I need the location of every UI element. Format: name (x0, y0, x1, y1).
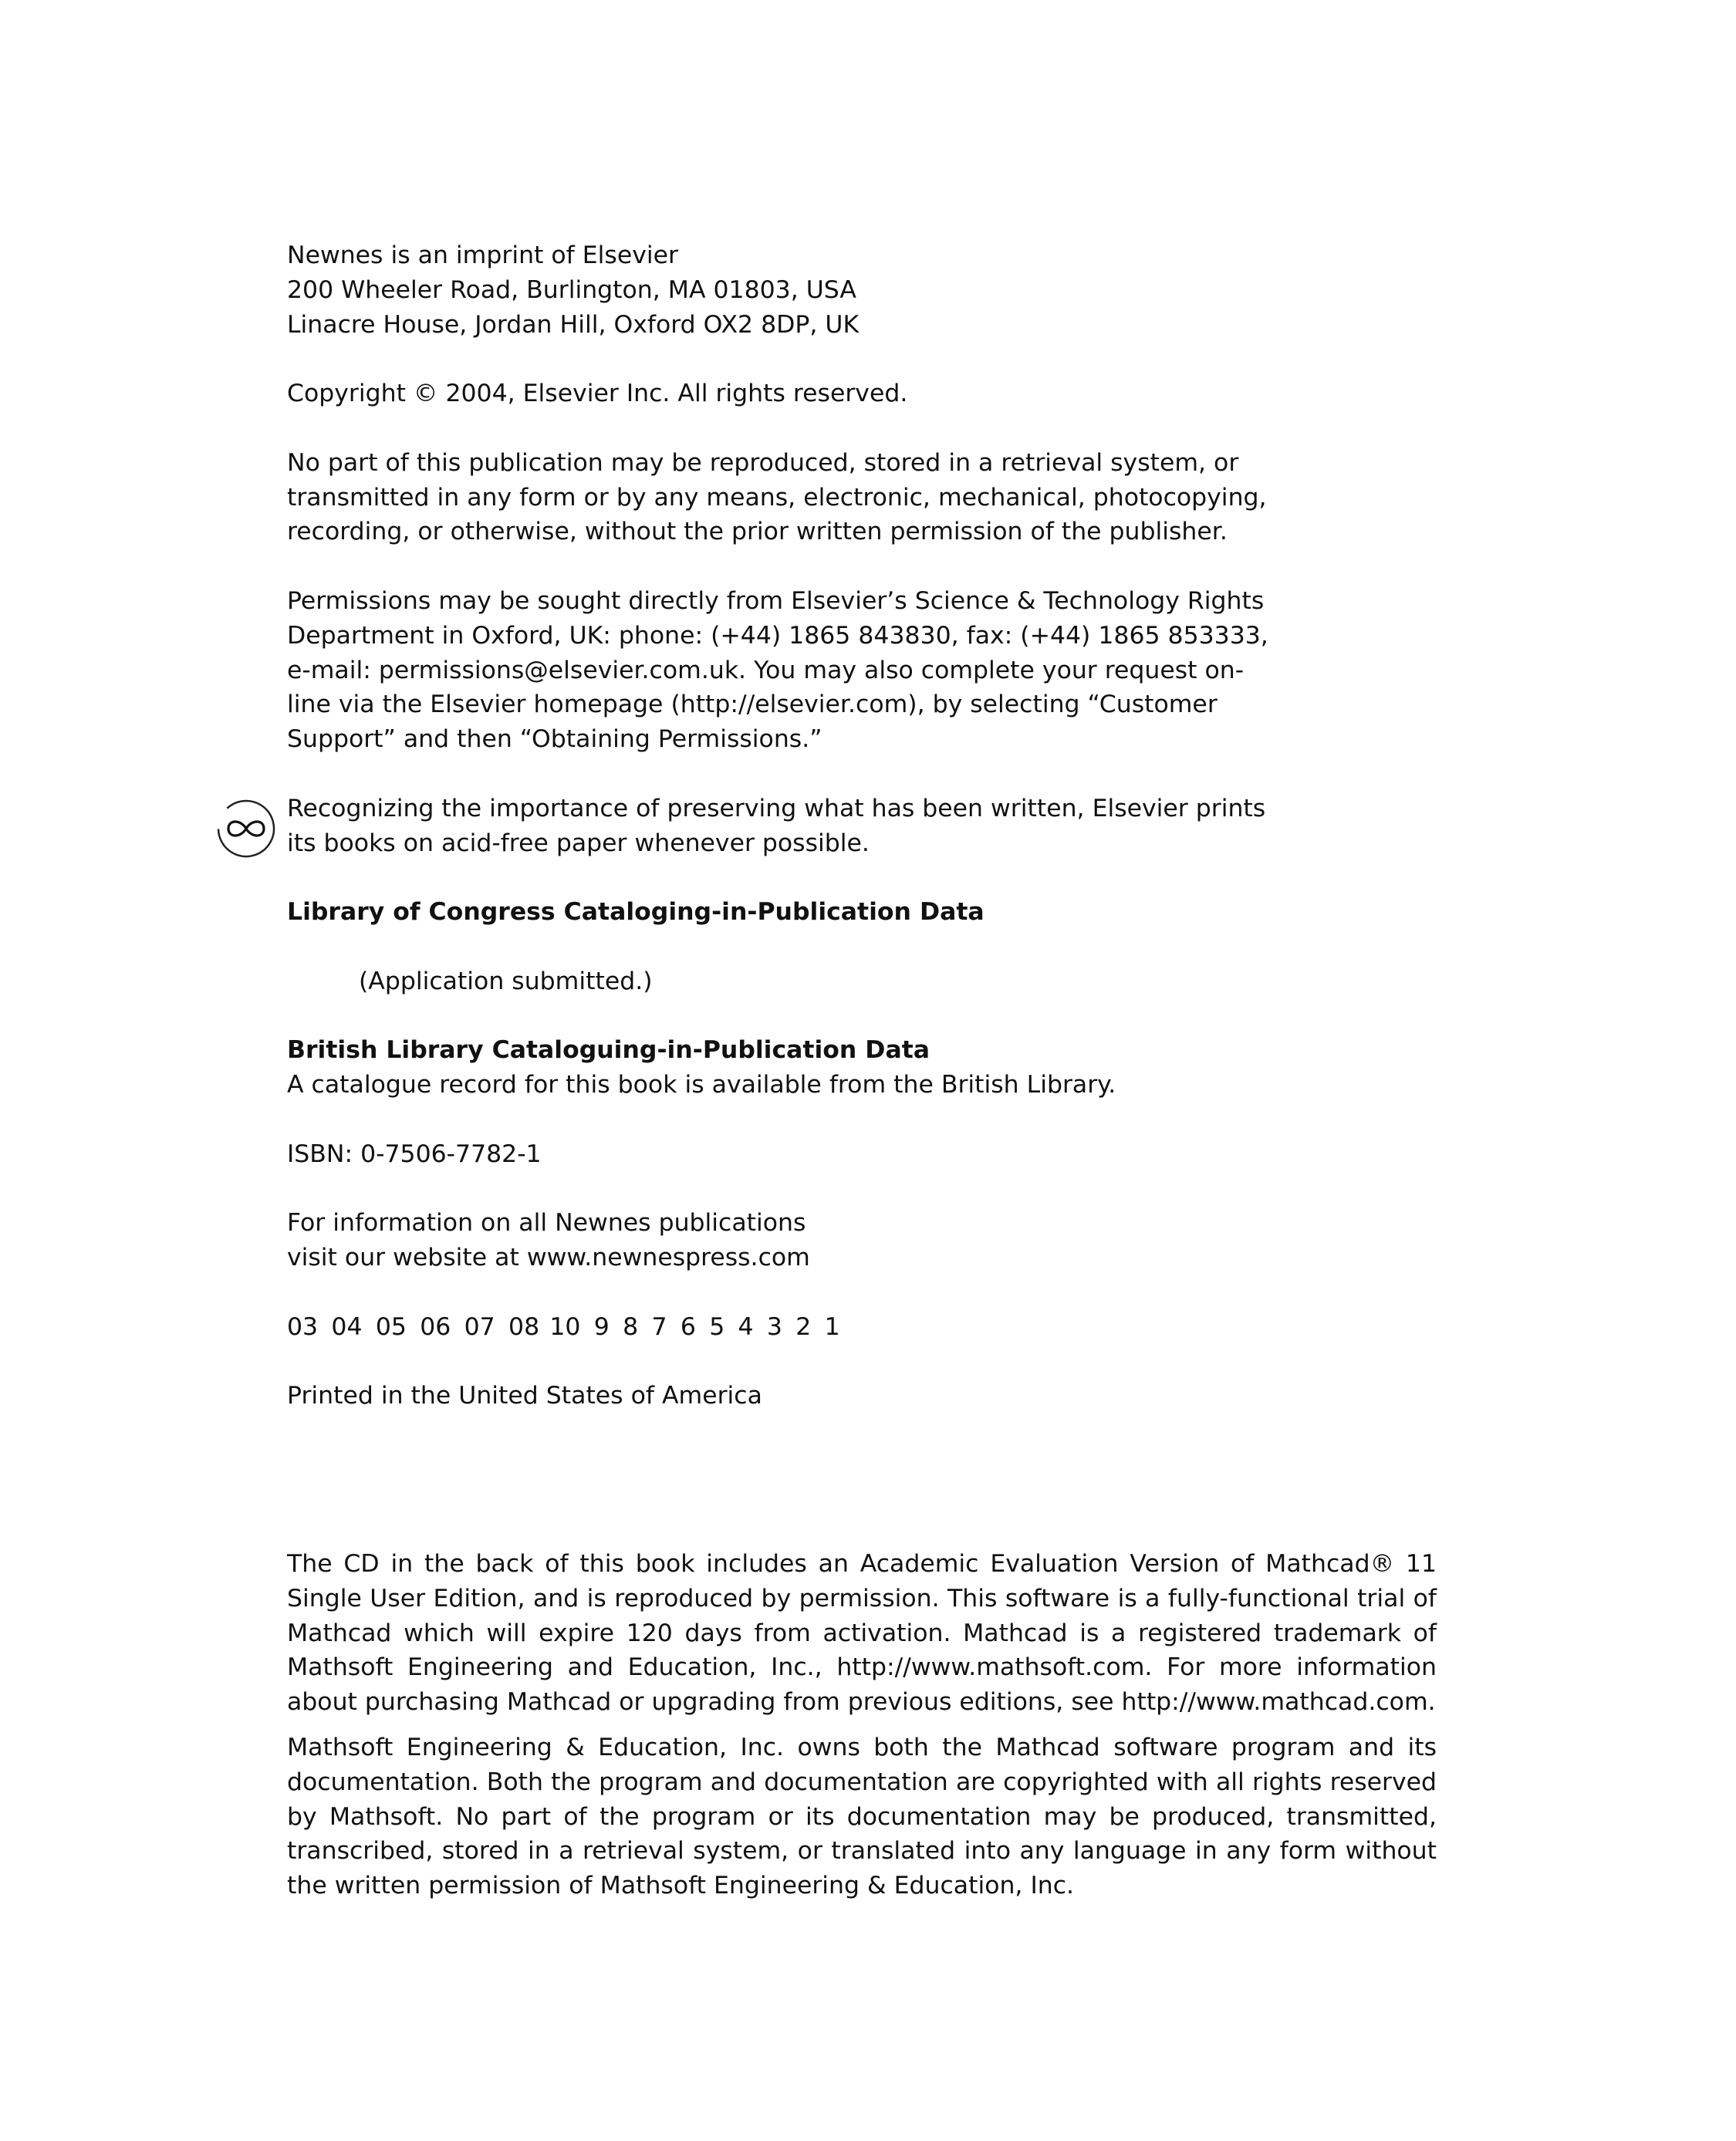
printed-in: Printed in the United States of America (287, 1382, 762, 1410)
no-part-line: recording, or otherwise, without the prior written permission of the publisher. (287, 518, 1228, 546)
print-number: 5 (709, 1312, 725, 1341)
cd-paragraph: Mathsoft Engineering & Education, Inc. owns both the Mathcad software program and its documentation. Both the program and documentation are copyrighted with all rights reserved by Mathsoft. No part of the program or its documentation may be produced, transmitted, transcribed, stored in a retrieval system, or translated into any language in any form without the written permission of Mathsoft Engineering & Education, Inc. (287, 1733, 1437, 1900)
permissions-line: e-mail: permissions@elsevier.com.uk. You may also complete your request on- (287, 656, 1245, 684)
print-number: 05 (375, 1312, 407, 1341)
print-number: 1 (824, 1312, 840, 1341)
copyright-line: Copyright © 2004, Elsevier Inc. All rights reserved. (287, 380, 908, 408)
isbn: ISBN: 0-7506-7782-1 (287, 1140, 542, 1168)
no-part-line: No part of this publication may be reproduced, stored in a retrieval system, or (287, 448, 1239, 477)
print-number: 08 (508, 1312, 540, 1341)
print-number: 2 (795, 1312, 812, 1341)
print-number: 10 (549, 1312, 581, 1341)
acid-free-notice (287, 792, 1460, 861)
print-number: 8 (623, 1312, 639, 1341)
imprint-line: Newnes is an imprint of Elsevier (287, 241, 678, 269)
infinity-icon (216, 799, 276, 859)
print-number: 7 (651, 1312, 667, 1341)
permissions-notice (287, 584, 1460, 757)
acid-free-line: Recognizing the importance of preserving what has been written, Elsevier prints (287, 794, 1266, 822)
bl-text: A catalogue record for this book is available from the British Library. (287, 1071, 1116, 1099)
print-number: 04 (331, 1312, 363, 1341)
print-number: 4 (738, 1312, 754, 1341)
info-line: visit our website at www.newnespress.com (287, 1244, 810, 1272)
permissions-line: line via the Elsevier homepage (http://elsevier.com), by selecting “Customer (287, 691, 1218, 719)
print-number: 03 (287, 1312, 319, 1341)
info-block (287, 1206, 1460, 1275)
imprint-line: Linacre House, Jordan Hill, Oxford OX2 8DP, UK (287, 310, 860, 339)
print-number: 07 (464, 1312, 495, 1341)
print-number: 3 (766, 1312, 782, 1341)
permissions-line: Department in Oxford, UK: phone: (+44) 1865 843830, fax: (+44) 1865 853333, (287, 621, 1268, 650)
print-number: 6 (680, 1312, 696, 1341)
permissions-line: Permissions may be sought directly from Elsevier’s Science & Technology Rights (287, 586, 1265, 615)
bl-heading: British Library Cataloguing-in-Publication Data (287, 1036, 930, 1065)
cd-paragraph: The CD in the back of this book includes an Academic Evaluation Version of Mathcad® 11 Single User Edition, and is reproduced by permission. This software is a fully-functional trial of Mathcad which will expire 120 days from activation. Mathcad is a registered trademark of Mathsoft Engineering and Education, Inc., http://www.mathsoft.com. For more information about purchasing Mathcad or upgrading from previous editions, see http://www.mathcad.com. (287, 1550, 1437, 1717)
print-number: 9 (593, 1312, 610, 1341)
imprint-block (287, 238, 1460, 342)
loc-heading: Library of Congress Cataloging-in-Publication Data (287, 898, 985, 927)
front-matter-column (287, 238, 1460, 1413)
acid-free-line: its books on acid-free paper whenever possible. (287, 829, 870, 857)
loc-note: (Application submitted.) (359, 967, 653, 995)
cd-notice (287, 1547, 1437, 1903)
no-part-line: transmitted in any form or by any means, electronic, mechanical, photocopying, (287, 483, 1267, 512)
print-number: 06 (420, 1312, 451, 1341)
print-line (287, 1310, 1460, 1345)
info-line: For information on all Newnes publications (287, 1209, 806, 1238)
no-part-notice (287, 446, 1460, 549)
imprint-line: 200 Wheeler Road, Burlington, MA 01803, USA (287, 275, 856, 304)
permissions-line: Support” and then “Obtaining Permissions.” (287, 725, 822, 754)
